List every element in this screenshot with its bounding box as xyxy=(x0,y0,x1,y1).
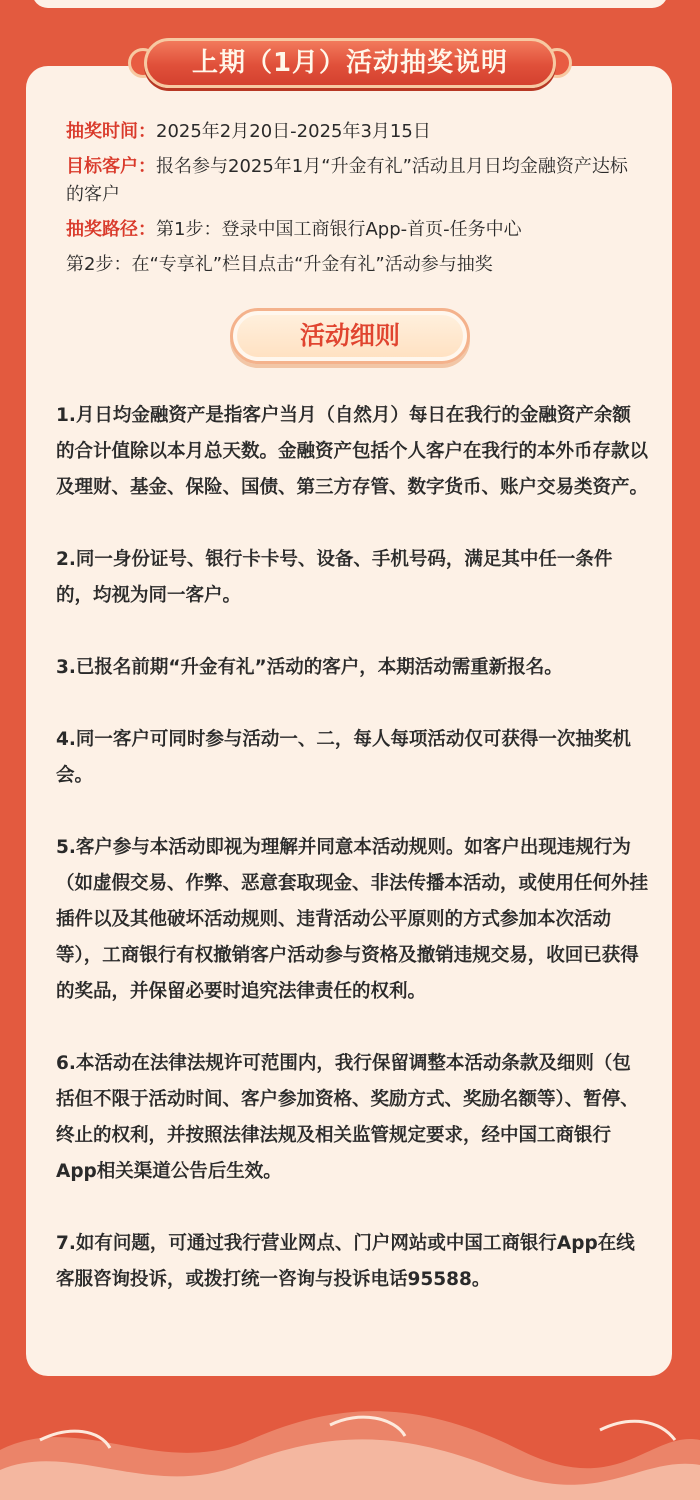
rule-item: 7.如有问题，可通过我行营业网点、门户网站或中国工商银行App在线客服咨询投诉，或拨打统一咨询与投诉电话95588。 xyxy=(56,1233,635,1290)
draw-path-line xyxy=(66,216,636,244)
previous-card-edge xyxy=(32,0,668,8)
decorative-cloud-waves xyxy=(0,1370,700,1500)
info-label: 抽奖路径： xyxy=(66,219,156,240)
banner-title: 上期（1月）活动抽奖说明 xyxy=(191,48,509,78)
info-text: 报名参与2025年1月“升金有礼”活动且月日均金融资产达标的客户 xyxy=(66,156,628,205)
rules-list xyxy=(56,398,648,1334)
rule-item: 5.客户参与本活动即视为理解并同意本活动规则。如客户出现违规行为（如虚假交易、作弊、恶意套取现金、非法传播本活动，或使用任何外挂插件以及其他破坏活动规则、违背活动公平原则的方式参加本次活动等），工商银行有权撤销客户活动参与资格及撤销违规交易，收回已获得的奖品，并保留必要时追究法律责任的权利。 xyxy=(56,837,649,1002)
target-customer-line xyxy=(66,153,636,209)
rule-item: 3.已报名前期“升金有礼”活动的客户，本期活动需重新报名。 xyxy=(56,657,563,678)
info-label: 目标客户： xyxy=(66,156,156,177)
rule-item: 1.月日均金融资产是指客户当月（自然月）每日在我行的金融资产余额的合计值除以本月总天数。金融资产包括个人客户在我行的本外币存款以及理财、基金、保险、国债、第三方存管、数字货币、账户交易类资产。 xyxy=(56,405,649,498)
info-text: 第2步：在“专享礼”栏目点击“升金有礼”活动参与抽奖 xyxy=(66,254,493,275)
info-text: 第1步：登录中国工商银行App-首页-任务中心 xyxy=(156,219,522,240)
rule-item: 4.同一客户可同时参与活动一、二，每人每项活动仅可获得一次抽奖机会。 xyxy=(56,729,631,786)
draw-time-line xyxy=(66,118,636,146)
info-text: 2025年2月20日-2025年3月15日 xyxy=(156,121,431,142)
rule-item: 2.同一身份证号、银行卡卡号、设备、手机号码，满足其中任一条件的，均视为同一客户。 xyxy=(56,549,613,606)
draw-path-step2-line xyxy=(66,251,636,279)
rules-heading: 活动细则 xyxy=(299,321,400,350)
rule-item: 6.本活动在法律法规许可范围内，我行保留调整本活动条款及细则（包括但不限于活动时间、客户参加资格、奖励方式、奖励名额等）、暂停、终止的权利，并按照法律法规及相关监管规定要求，经中国工商银行App相关渠道公告后生效。 xyxy=(56,1053,639,1182)
section-banner xyxy=(126,34,574,92)
draw-info xyxy=(66,118,636,286)
rules-heading-pill xyxy=(230,308,470,364)
info-label: 抽奖时间： xyxy=(66,121,156,142)
